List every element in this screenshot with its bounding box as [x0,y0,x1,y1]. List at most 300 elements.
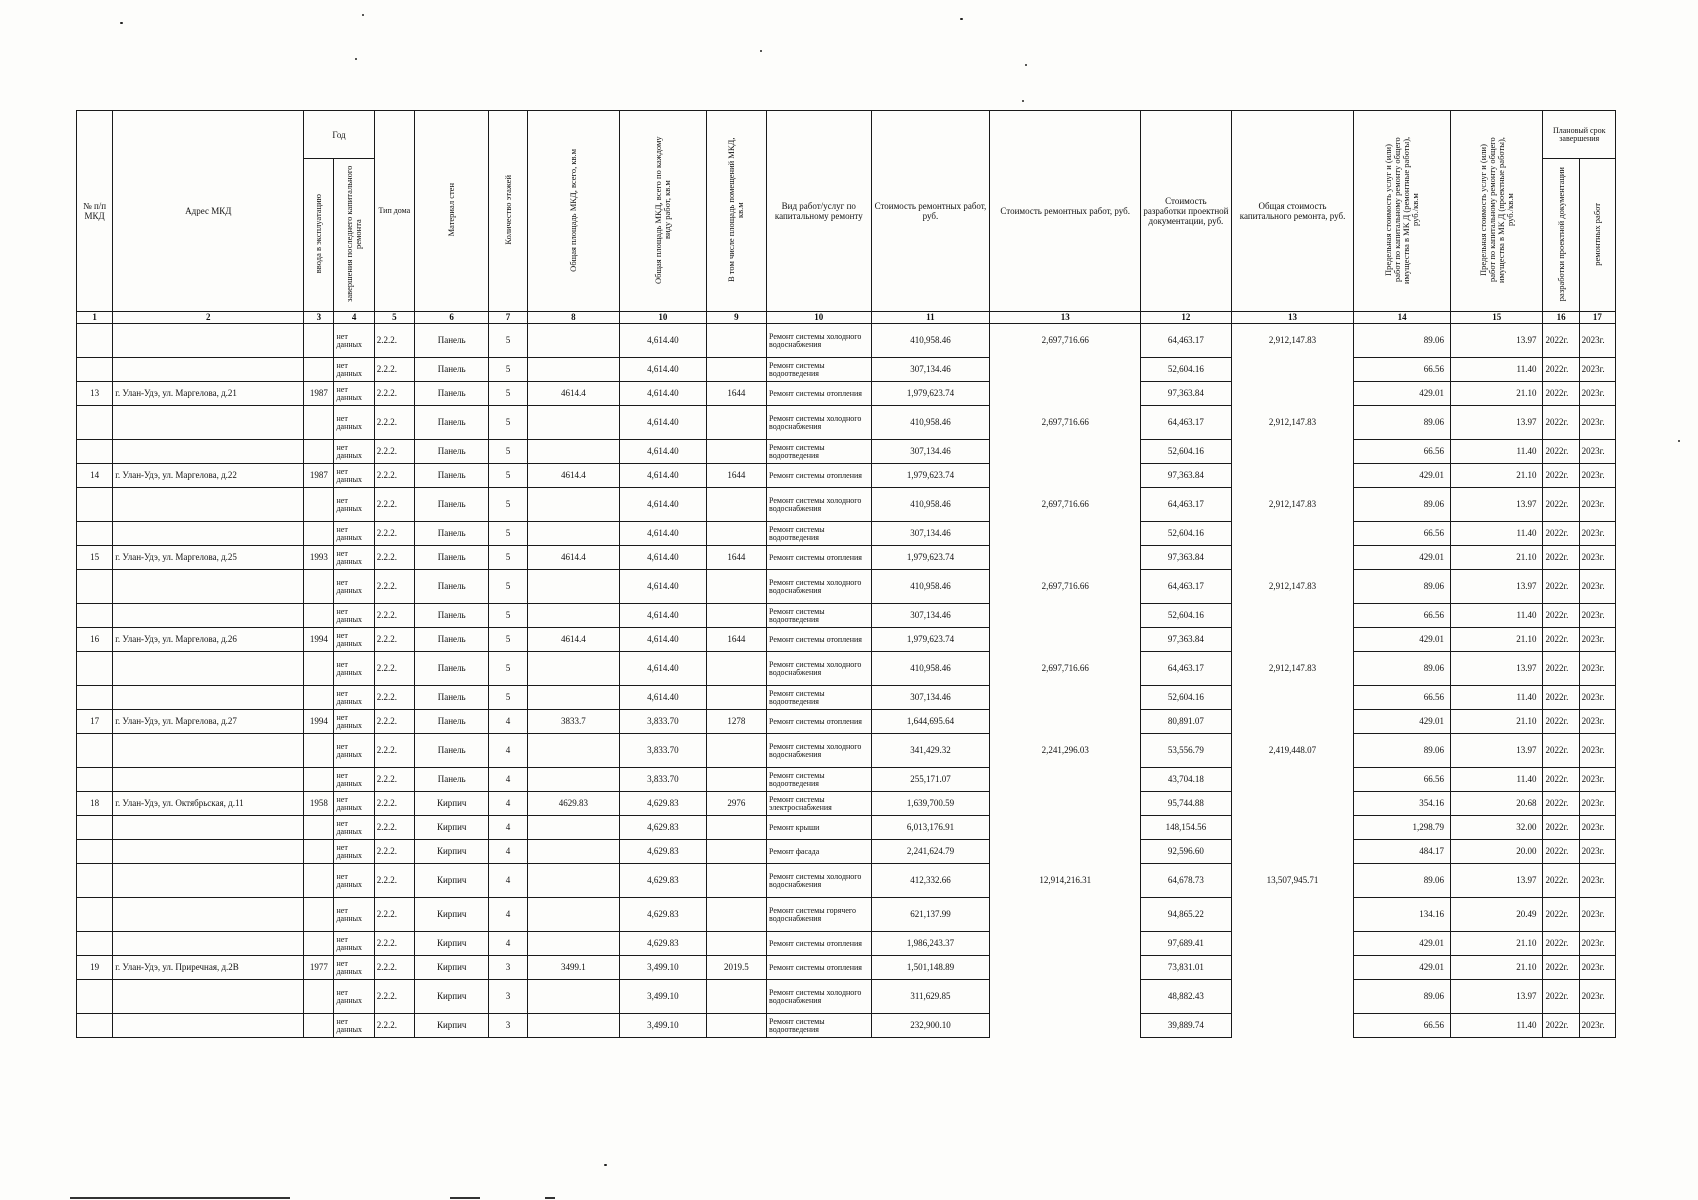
row-limit-repair: 1,298.79 [1354,816,1451,840]
row-wall-material: Кирпич [414,816,488,840]
row-total-cost: 2,912,147.83 [1231,570,1354,604]
row-year-commission [304,686,334,710]
row-floors: 5 [489,358,527,382]
row-floors: 4 [489,898,527,932]
row-floors: 5 [489,464,527,488]
row-wall-material: Панель [414,686,488,710]
row-total-area [527,768,620,792]
row-number [77,734,113,768]
table-row [77,816,1616,840]
row-area-by-work: 4,614.40 [620,686,707,710]
row-house-type: 2.2.2. [374,840,414,864]
row-work-type: Ремонт системы холодного водоснабжения [766,488,871,522]
row-repair-cost: 1,979,623.74 [871,464,990,488]
row-year-commission [304,768,334,792]
row-floors: 4 [489,816,527,840]
row-limit-repair: 429.01 [1354,956,1451,980]
row-repair-cost: 307,134.46 [871,522,990,546]
row-repair-cost-total: 2,697,716.66 [990,406,1141,440]
row-number [77,980,113,1014]
table-row [77,840,1616,864]
row-design-cost: 64,463.17 [1141,488,1232,522]
row-house-type: 2.2.2. [374,864,414,898]
row-premises-area [706,734,766,768]
row-repair-cost-total [990,546,1141,570]
row-work-type: Ремонт фасада [766,840,871,864]
header-num: № п/п МКД [77,111,113,312]
row-address: г. Улан-Удэ, ул. Маргелова, д.27 [113,710,304,734]
row-work-type: Ремонт системы холодного водоснабжения [766,324,871,358]
column-number: 3 [304,312,334,324]
row-limit-design: 21.10 [1450,956,1543,980]
row-repair-cost-total: 2,697,716.66 [990,488,1141,522]
row-address: г. Улан-Удэ, ул. Маргелова, д.25 [113,546,304,570]
row-year-last-repair: нет данных [334,734,374,768]
row-address: г. Улан-Удэ, ул. Октябрьская, д.11 [113,792,304,816]
row-number [77,898,113,932]
row-wall-material: Кирпич [414,1014,488,1038]
row-wall-material: Панель [414,570,488,604]
row-limit-repair: 66.56 [1354,522,1451,546]
row-deadline-repair: 2023г. [1579,358,1615,382]
row-year-last-repair: нет данных [334,652,374,686]
column-number: 16 [1543,312,1579,324]
row-design-cost: 64,463.17 [1141,324,1232,358]
row-total-area [527,406,620,440]
row-address: г. Улан-Удэ, ул. Маргелова, д.21 [113,382,304,406]
row-area-by-work: 4,614.40 [620,406,707,440]
row-house-type: 2.2.2. [374,980,414,1014]
row-wall-material: Панель [414,604,488,628]
row-floors: 5 [489,488,527,522]
row-total-area [527,686,620,710]
row-house-type: 2.2.2. [374,686,414,710]
row-area-by-work: 3,499.10 [620,980,707,1014]
row-work-type: Ремонт системы водоотведения [766,522,871,546]
row-total-cost [1231,522,1354,546]
row-year-commission [304,358,334,382]
row-floors: 5 [489,406,527,440]
row-deadline-design: 2022г. [1543,710,1579,734]
row-premises-area [706,898,766,932]
row-year-commission [304,440,334,464]
row-wall-material: Кирпич [414,932,488,956]
row-work-type: Ремонт системы водоотведения [766,768,871,792]
header-deadline-design: разработки проектной документации [1543,159,1579,312]
row-deadline-design: 2022г. [1543,382,1579,406]
row-premises-area [706,864,766,898]
row-work-type: Ремонт системы горячего водоснабжения [766,898,871,932]
row-limit-design: 21.10 [1450,546,1543,570]
row-deadline-repair: 2023г. [1579,792,1615,816]
row-wall-material: Панель [414,522,488,546]
row-deadline-repair: 2023г. [1579,864,1615,898]
row-floors: 3 [489,1014,527,1038]
row-total-area: 3499.1 [527,956,620,980]
row-limit-repair: 429.01 [1354,710,1451,734]
row-wall-material: Кирпич [414,792,488,816]
row-total-area [527,324,620,358]
header-deadline-group: Плановый срок завершения [1543,111,1616,159]
row-year-last-repair: нет данных [334,488,374,522]
row-work-type: Ремонт крыши [766,816,871,840]
table-row [77,710,1616,734]
row-repair-cost: 410,958.46 [871,488,990,522]
row-design-cost: 97,363.84 [1141,464,1232,488]
row-number [77,932,113,956]
row-limit-design: 20.49 [1450,898,1543,932]
row-deadline-design: 2022г. [1543,898,1579,932]
row-year-commission: 1994 [304,710,334,734]
row-design-cost: 148,154.56 [1141,816,1232,840]
row-total-area [527,734,620,768]
row-design-cost: 52,604.16 [1141,604,1232,628]
header-premises-area: В том числе площадь помещений МКД, кв.м [706,111,766,312]
row-limit-design: 21.10 [1450,932,1543,956]
row-repair-cost-total: 2,241,296.03 [990,734,1141,768]
row-repair-cost-total: 2,697,716.66 [990,652,1141,686]
table-row [77,464,1616,488]
row-address: г. Улан-Удэ, ул. Маргелова, д.22 [113,464,304,488]
capital-repair-table [76,110,1616,1038]
row-floors: 4 [489,734,527,768]
table-row [77,488,1616,522]
row-limit-repair: 66.56 [1354,768,1451,792]
row-year-last-repair: нет данных [334,686,374,710]
row-premises-area: 1644 [706,546,766,570]
row-floors: 4 [489,932,527,956]
row-limit-repair: 354.16 [1354,792,1451,816]
row-repair-cost: 232,900.10 [871,1014,990,1038]
table-row [77,546,1616,570]
row-year-commission: 1994 [304,628,334,652]
row-deadline-repair: 2023г. [1579,570,1615,604]
row-area-by-work: 4,614.40 [620,382,707,406]
row-year-commission [304,898,334,932]
row-design-cost: 43,704.18 [1141,768,1232,792]
table-row [77,768,1616,792]
row-limit-repair: 66.56 [1354,1014,1451,1038]
row-limit-design: 11.40 [1450,358,1543,382]
row-repair-cost-total [990,382,1141,406]
header-house-type: Тип дома [374,111,414,312]
row-work-type: Ремонт системы водоотведения [766,1014,871,1038]
row-house-type: 2.2.2. [374,652,414,686]
row-area-by-work: 3,833.70 [620,768,707,792]
table-row [77,406,1616,440]
row-floors: 5 [489,628,527,652]
row-year-commission [304,406,334,440]
row-house-type: 2.2.2. [374,464,414,488]
row-wall-material: Панель [414,488,488,522]
row-limit-design: 11.40 [1450,1014,1543,1038]
row-year-last-repair: нет данных [334,980,374,1014]
row-deadline-repair: 2023г. [1579,464,1615,488]
row-deadline-repair: 2023г. [1579,686,1615,710]
row-floors: 5 [489,570,527,604]
row-year-commission [304,652,334,686]
row-total-cost: 2,912,147.83 [1231,488,1354,522]
row-house-type: 2.2.2. [374,406,414,440]
row-repair-cost: 412,332.66 [871,864,990,898]
row-premises-area: 1644 [706,464,766,488]
row-limit-repair: 134.16 [1354,898,1451,932]
row-repair-cost: 1,979,623.74 [871,382,990,406]
row-deadline-design: 2022г. [1543,840,1579,864]
header-repair-cost: Стоимость ремонтных работ, руб. [871,111,990,312]
row-deadline-design: 2022г. [1543,792,1579,816]
row-number: 16 [77,628,113,652]
row-repair-cost: 2,241,624.79 [871,840,990,864]
header-wall-material: Материал стен [414,111,488,312]
column-number: 10 [766,312,871,324]
row-number [77,686,113,710]
header-deadline-repair: ремонтных работ [1579,159,1615,312]
row-limit-repair: 484.17 [1354,840,1451,864]
row-wall-material: Панель [414,382,488,406]
row-deadline-repair: 2023г. [1579,768,1615,792]
row-limit-design: 13.97 [1450,406,1543,440]
header-total-cost: Общая стоимость капитального ремонта, руб. [1231,111,1354,312]
table-row [77,734,1616,768]
row-year-last-repair: нет данных [334,956,374,980]
row-premises-area [706,522,766,546]
row-deadline-design: 2022г. [1543,324,1579,358]
table-row [77,898,1616,932]
row-deadline-repair: 2023г. [1579,710,1615,734]
row-year-last-repair: нет данных [334,1014,374,1038]
row-work-type: Ремонт системы водоотведения [766,604,871,628]
row-repair-cost-total [990,358,1141,382]
row-deadline-design: 2022г. [1543,816,1579,840]
header-area-by-work: Общая площадь МКД, всего по каждому виду работ, кв.м [620,111,707,312]
row-repair-cost-total [990,628,1141,652]
row-limit-repair: 66.56 [1354,358,1451,382]
table-row [77,382,1616,406]
row-area-by-work: 4,629.83 [620,792,707,816]
row-year-commission [304,864,334,898]
row-total-cost [1231,604,1354,628]
row-design-cost: 97,689.41 [1141,932,1232,956]
row-house-type: 2.2.2. [374,570,414,604]
row-limit-design: 11.40 [1450,604,1543,628]
row-limit-design: 13.97 [1450,980,1543,1014]
header-total-area: Общая площадь МКД, всего, кв.м [527,111,620,312]
row-deadline-design: 2022г. [1543,464,1579,488]
row-limit-repair: 429.01 [1354,546,1451,570]
row-repair-cost: 1,986,243.37 [871,932,990,956]
row-floors: 5 [489,604,527,628]
row-work-type: Ремонт системы отопления [766,710,871,734]
row-repair-cost: 311,629.85 [871,980,990,1014]
row-wall-material: Кирпич [414,898,488,932]
row-limit-repair: 429.01 [1354,464,1451,488]
row-total-area [527,1014,620,1038]
row-limit-design: 20.00 [1450,840,1543,864]
row-address [113,816,304,840]
row-area-by-work: 4,614.40 [620,604,707,628]
row-repair-cost: 621,137.99 [871,898,990,932]
row-limit-design: 11.40 [1450,686,1543,710]
row-number [77,652,113,686]
row-area-by-work: 4,614.40 [620,628,707,652]
row-limit-design: 11.40 [1450,768,1543,792]
row-premises-area [706,406,766,440]
row-deadline-design: 2022г. [1543,1014,1579,1038]
row-design-cost: 97,363.84 [1141,382,1232,406]
row-repair-cost: 307,134.46 [871,686,990,710]
row-total-cost [1231,440,1354,464]
row-design-cost: 53,556.79 [1141,734,1232,768]
header-floors: Количество этажей [489,111,527,312]
row-total-cost [1231,792,1354,816]
row-address [113,570,304,604]
row-wall-material: Панель [414,628,488,652]
row-limit-design: 11.40 [1450,522,1543,546]
row-year-commission [304,522,334,546]
row-year-last-repair: нет данных [334,932,374,956]
column-number: 9 [706,312,766,324]
row-number [77,570,113,604]
row-number [77,406,113,440]
column-number: 15 [1450,312,1543,324]
row-number [77,816,113,840]
row-year-commission [304,604,334,628]
row-repair-cost: 341,429.32 [871,734,990,768]
row-premises-area [706,324,766,358]
row-deadline-repair: 2023г. [1579,840,1615,864]
row-work-type: Ремонт системы холодного водоснабжения [766,864,871,898]
row-address [113,980,304,1014]
row-area-by-work: 4,629.83 [620,816,707,840]
row-floors: 4 [489,792,527,816]
row-total-area [527,652,620,686]
row-work-type: Ремонт системы холодного водоснабжения [766,570,871,604]
row-limit-design: 32.00 [1450,816,1543,840]
row-total-area: 4614.4 [527,382,620,406]
row-premises-area [706,358,766,382]
row-deadline-design: 2022г. [1543,956,1579,980]
row-repair-cost: 410,958.46 [871,324,990,358]
row-year-commission [304,980,334,1014]
column-number: 8 [527,312,620,324]
header-design-cost: Стоимость разработки проектной документации, руб. [1141,111,1232,312]
row-wall-material: Панель [414,710,488,734]
row-total-area [527,864,620,898]
row-year-last-repair: нет данных [334,440,374,464]
row-address [113,406,304,440]
row-floors: 5 [489,440,527,464]
row-design-cost: 52,604.16 [1141,522,1232,546]
row-premises-area [706,488,766,522]
table-row [77,1014,1616,1038]
row-deadline-design: 2022г. [1543,932,1579,956]
row-total-cost: 2,419,448.07 [1231,734,1354,768]
row-design-cost: 48,882.43 [1141,980,1232,1014]
row-wall-material: Кирпич [414,864,488,898]
row-premises-area: 1644 [706,628,766,652]
row-total-area [527,440,620,464]
row-limit-repair: 89.06 [1354,734,1451,768]
row-address [113,932,304,956]
row-number [77,440,113,464]
row-wall-material: Панель [414,546,488,570]
row-address [113,768,304,792]
row-premises-area [706,604,766,628]
row-deadline-repair: 2023г. [1579,652,1615,686]
row-area-by-work: 4,614.40 [620,464,707,488]
row-repair-cost-total [990,686,1141,710]
row-house-type: 2.2.2. [374,1014,414,1038]
table-row [77,652,1616,686]
row-limit-design: 13.97 [1450,734,1543,768]
row-house-type: 2.2.2. [374,488,414,522]
row-total-area: 4629.83 [527,792,620,816]
row-repair-cost: 1,639,700.59 [871,792,990,816]
row-wall-material: Панель [414,464,488,488]
row-total-cost [1231,840,1354,864]
row-total-cost [1231,382,1354,406]
row-year-commission: 1993 [304,546,334,570]
row-year-commission [304,488,334,522]
row-floors: 4 [489,864,527,898]
row-design-cost: 97,363.84 [1141,628,1232,652]
row-house-type: 2.2.2. [374,898,414,932]
row-number: 17 [77,710,113,734]
row-floors: 3 [489,956,527,980]
row-repair-cost: 410,958.46 [871,406,990,440]
row-repair-cost-total [990,792,1141,816]
row-year-commission [304,816,334,840]
row-repair-cost: 1,979,623.74 [871,628,990,652]
row-premises-area [706,440,766,464]
row-number [77,522,113,546]
row-number [77,604,113,628]
row-wall-material: Панель [414,734,488,768]
row-number [77,358,113,382]
row-repair-cost-total: 12,914,216.31 [990,864,1141,898]
row-address [113,1014,304,1038]
row-total-area: 4614.4 [527,546,620,570]
row-repair-cost-total [990,464,1141,488]
column-number: 12 [1141,312,1232,324]
row-total-cost [1231,464,1354,488]
row-deadline-design: 2022г. [1543,546,1579,570]
row-premises-area: 2976 [706,792,766,816]
row-limit-repair: 89.06 [1354,652,1451,686]
row-year-last-repair: нет данных [334,324,374,358]
row-repair-cost-total [990,816,1141,840]
row-design-cost: 39,889.74 [1141,1014,1232,1038]
row-work-type: Ремонт системы водоотведения [766,440,871,464]
row-design-cost: 64,463.17 [1141,652,1232,686]
table-row [77,570,1616,604]
row-floors: 5 [489,546,527,570]
row-area-by-work: 4,614.40 [620,522,707,546]
row-repair-cost-total [990,932,1141,956]
row-area-by-work: 4,629.83 [620,898,707,932]
column-number: 11 [871,312,990,324]
row-area-by-work: 4,614.40 [620,358,707,382]
row-repair-cost: 6,013,176.91 [871,816,990,840]
row-area-by-work: 4,614.40 [620,652,707,686]
table-row [77,522,1616,546]
row-limit-repair: 429.01 [1354,628,1451,652]
row-work-type: Ремонт системы отопления [766,464,871,488]
table-row [77,628,1616,652]
row-address [113,840,304,864]
row-deadline-repair: 2023г. [1579,734,1615,768]
